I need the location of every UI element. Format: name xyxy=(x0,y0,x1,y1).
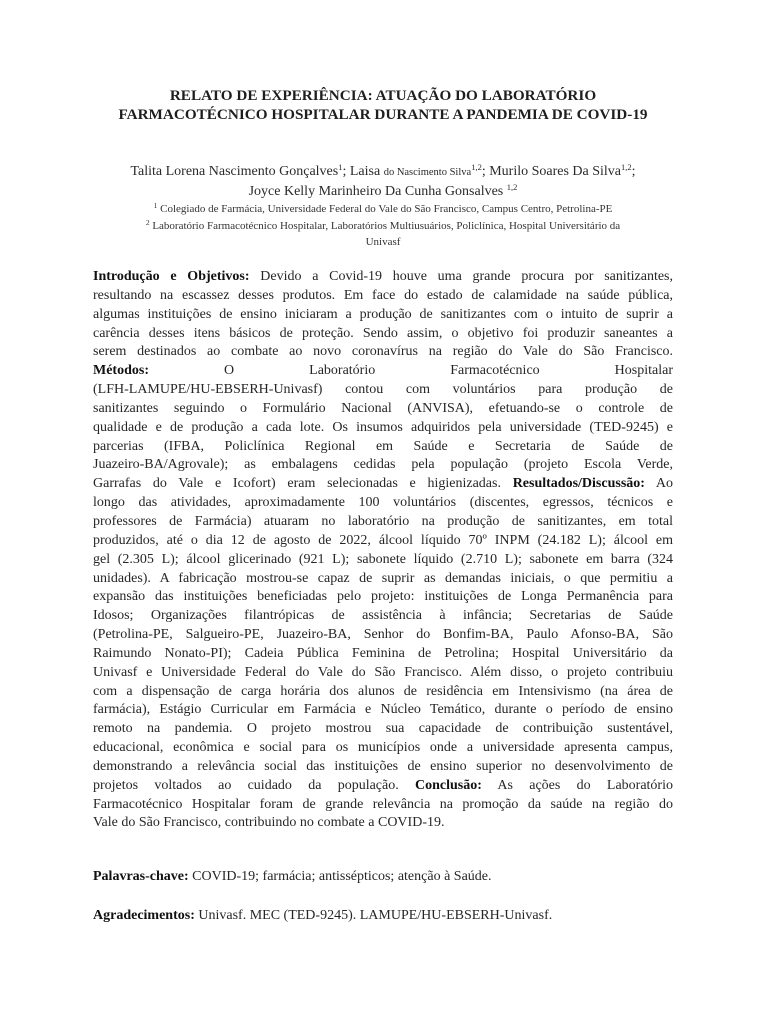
abstract-text: As ações do Laboratório xyxy=(481,777,673,793)
abstract-line xyxy=(93,268,673,287)
abstract-line: sanitizantes seguindo o Formulário Nacional (ANVISA), efetuando-se o controle de xyxy=(93,400,673,416)
acknowledgements xyxy=(93,906,673,925)
keywords-text: COVID-19; farmácia; antissépticos; atenção à Saúde. xyxy=(188,869,492,884)
abstract-line: produzidos, até o dia 12 de agosto de 2022, álcool líquido 70º INPM (24.182 L); álcool em xyxy=(93,532,673,548)
affiliation-text: Laboratório Farmacotécnico Hospitalar, Laboratórios Multiusuários, Policlínica, Hospital Universitário da xyxy=(149,219,621,232)
abstract-line: Juazeiro-BA/Agrovale); as embalagens cedidas pela população (projeto Escola Verde, xyxy=(93,457,673,473)
abstract-line: Vale do São Francisco, contribuindo no combate a COVID-19. xyxy=(93,815,445,831)
abstract-line: educacional, econômica e social para os municípios onde a universidade apresenta campus, xyxy=(93,740,673,756)
author-line-2 xyxy=(93,182,673,201)
abstract-text: Ao xyxy=(644,476,673,492)
abstract-line xyxy=(93,777,673,796)
title-line-1: RELATO DE EXPERIÊNCIA: ATUAÇÃO DO LABORATÓRIO xyxy=(169,87,597,104)
affiliation-text: Colegiado de Farmácia, Universidade Federal do Vale do São Francisco, Campus Centro, Petrolina-PE xyxy=(157,203,613,215)
abstract-line: demonstrando a relevância social das instituições de ensino superior no desenvolvimento de xyxy=(93,758,673,774)
abstract-line xyxy=(93,475,673,494)
author-affil-mark: 1 xyxy=(338,162,343,172)
abstract-line: qualidade e de produção a cada lote. Os insumos adquiridos pela universidade (TED-9245) e xyxy=(93,419,673,435)
abstract-line: expansão das instituições beneficiadas pelo projeto: instituições de Longa Permanência para xyxy=(93,589,673,605)
author-affil-mark: 1,2 xyxy=(506,182,518,192)
section-heading-intro: Introdução e Objetivos: xyxy=(93,269,250,284)
author-affil-mark: 1,2 xyxy=(621,162,632,172)
abstract-line: longo das atividades, aproximadamente 100 voluntários (discentes, egressos, técnicos e xyxy=(93,495,673,511)
abstract-line: unidades). A fabricação mostrou-se capaz de suprir as demandas iniciais, o que permitiu a xyxy=(93,570,673,586)
abstract-line: Raimundo Nonato-PI); Cadeia Pública Feminina de Petrolina; Hospital Universitário da xyxy=(93,645,673,661)
section-heading-conclusion: Conclusão: xyxy=(415,777,482,793)
abstract-line: Univasf e Universidade Federal do Vale do São Francisco. Além disso, o projeto contribuiu xyxy=(93,664,673,680)
abstract-line: serem destinados ao combate ao novo coronavírus na região do Vale do São Francisco. xyxy=(93,344,673,360)
abstract-line: professores de Farmácia) atuaram no laboratório na produção de sanitizantes, em total xyxy=(93,513,673,529)
affiliation-1 xyxy=(93,201,673,218)
abstract-line: parcerias (IFBA, Policlínica Regional em Saúde e Secretaria de Saúde de xyxy=(93,438,673,454)
acknowledgements-text: Univasf. MEC (TED-9245). LAMUPE/HU-EBSERH-Univasf. xyxy=(194,908,553,923)
abstract-line: remoto na pandemia. O projeto mostrou sua capacidade de contribuição sustentável, xyxy=(93,721,673,737)
author-name: Talita Lorena Nascimento Gonçalves xyxy=(130,164,339,179)
keywords-label: Palavras-chave: xyxy=(93,869,189,884)
abstract-line xyxy=(93,362,673,381)
abstract-text: Devido a Covid-19 houve uma grande procura por sanitizantes, xyxy=(249,269,674,284)
abstract-text: Garrafas do Vale e Icofort) eram selecionadas e higienizadas. xyxy=(93,476,513,492)
keywords xyxy=(93,867,673,886)
author-name: ; Murilo Soares Da Silva xyxy=(481,164,622,179)
affiliation-2-cont: Univasf xyxy=(365,236,401,248)
abstract-line: gel (2.305 L); álcool glicerinado (921 L); sabonete líquido (2.710 L); sabonete em barra (324 xyxy=(93,551,673,567)
abstract-line: Idosos; Organizações filantrópicas de assistência à infância; Secretarias de Saúde xyxy=(93,608,673,624)
abstract-line: algumas instituições de ensino iniciaram a produção de sanitizantes com o intuito de suprir a xyxy=(93,306,673,322)
author-name: ; Laisa xyxy=(342,164,384,179)
author-list xyxy=(93,162,673,201)
paper-title xyxy=(93,86,673,124)
author-separator: ; xyxy=(631,164,636,179)
affiliations xyxy=(93,201,673,251)
affiliation-mark: 2 xyxy=(145,217,150,227)
abstract-text: projetos voltados ao cuidado da população. xyxy=(93,777,415,793)
section-heading-methods: Métodos: xyxy=(93,363,149,379)
title-line-2: FARMACOTÉCNICO HOSPITALAR DURANTE A PANDEMIA DE COVID-19 xyxy=(118,106,648,123)
abstract-line: farmácia), Estágio Curricular em Farmácia e Núcleo Temático, durante o período de ensino xyxy=(93,702,673,718)
affiliation-2 xyxy=(93,218,673,235)
author-line-1 xyxy=(93,162,673,182)
author-name: Joyce Kelly Marinheiro Da Cunha Gonsalves xyxy=(248,184,507,199)
abstract-line: (Petrolina-PE, Salgueiro-PE, Juazeiro-BA, Senhor do Bonfim-BA, Paulo Afonso-BA, São xyxy=(93,627,673,643)
section-heading-results: Resultados/Discussão: xyxy=(512,476,645,492)
abstract-text: O Laboratório Farmacotécnico Hospitalar xyxy=(149,363,673,379)
acknowledgements-label: Agradecimentos: xyxy=(93,908,195,923)
abstract-body xyxy=(93,268,673,833)
author-name-small: do Nascimento Silva xyxy=(383,167,472,178)
affiliation-mark: 1 xyxy=(153,201,158,210)
abstract-line: resultando na escassez desses produtos. Em face do estado de calamidade na saúde pública, xyxy=(93,287,673,303)
abstract-line: carência desses itens básicos de proteção. Sendo assim, o objetivo foi produzir saneantes a xyxy=(93,325,673,341)
abstract-line: com a dispensação de carga horária dos alunos de residência em Intensivismo (na área de xyxy=(93,683,673,699)
author-affil-mark: 1,2 xyxy=(471,162,482,172)
abstract-line: Farmacotécnico Hospitalar foram de grande relevância na promoção da saúde na região do xyxy=(93,796,673,812)
abstract-line: (LFH-LAMUPE/HU-EBSERH-Univasf) contou com voluntários para produção de xyxy=(93,382,673,398)
